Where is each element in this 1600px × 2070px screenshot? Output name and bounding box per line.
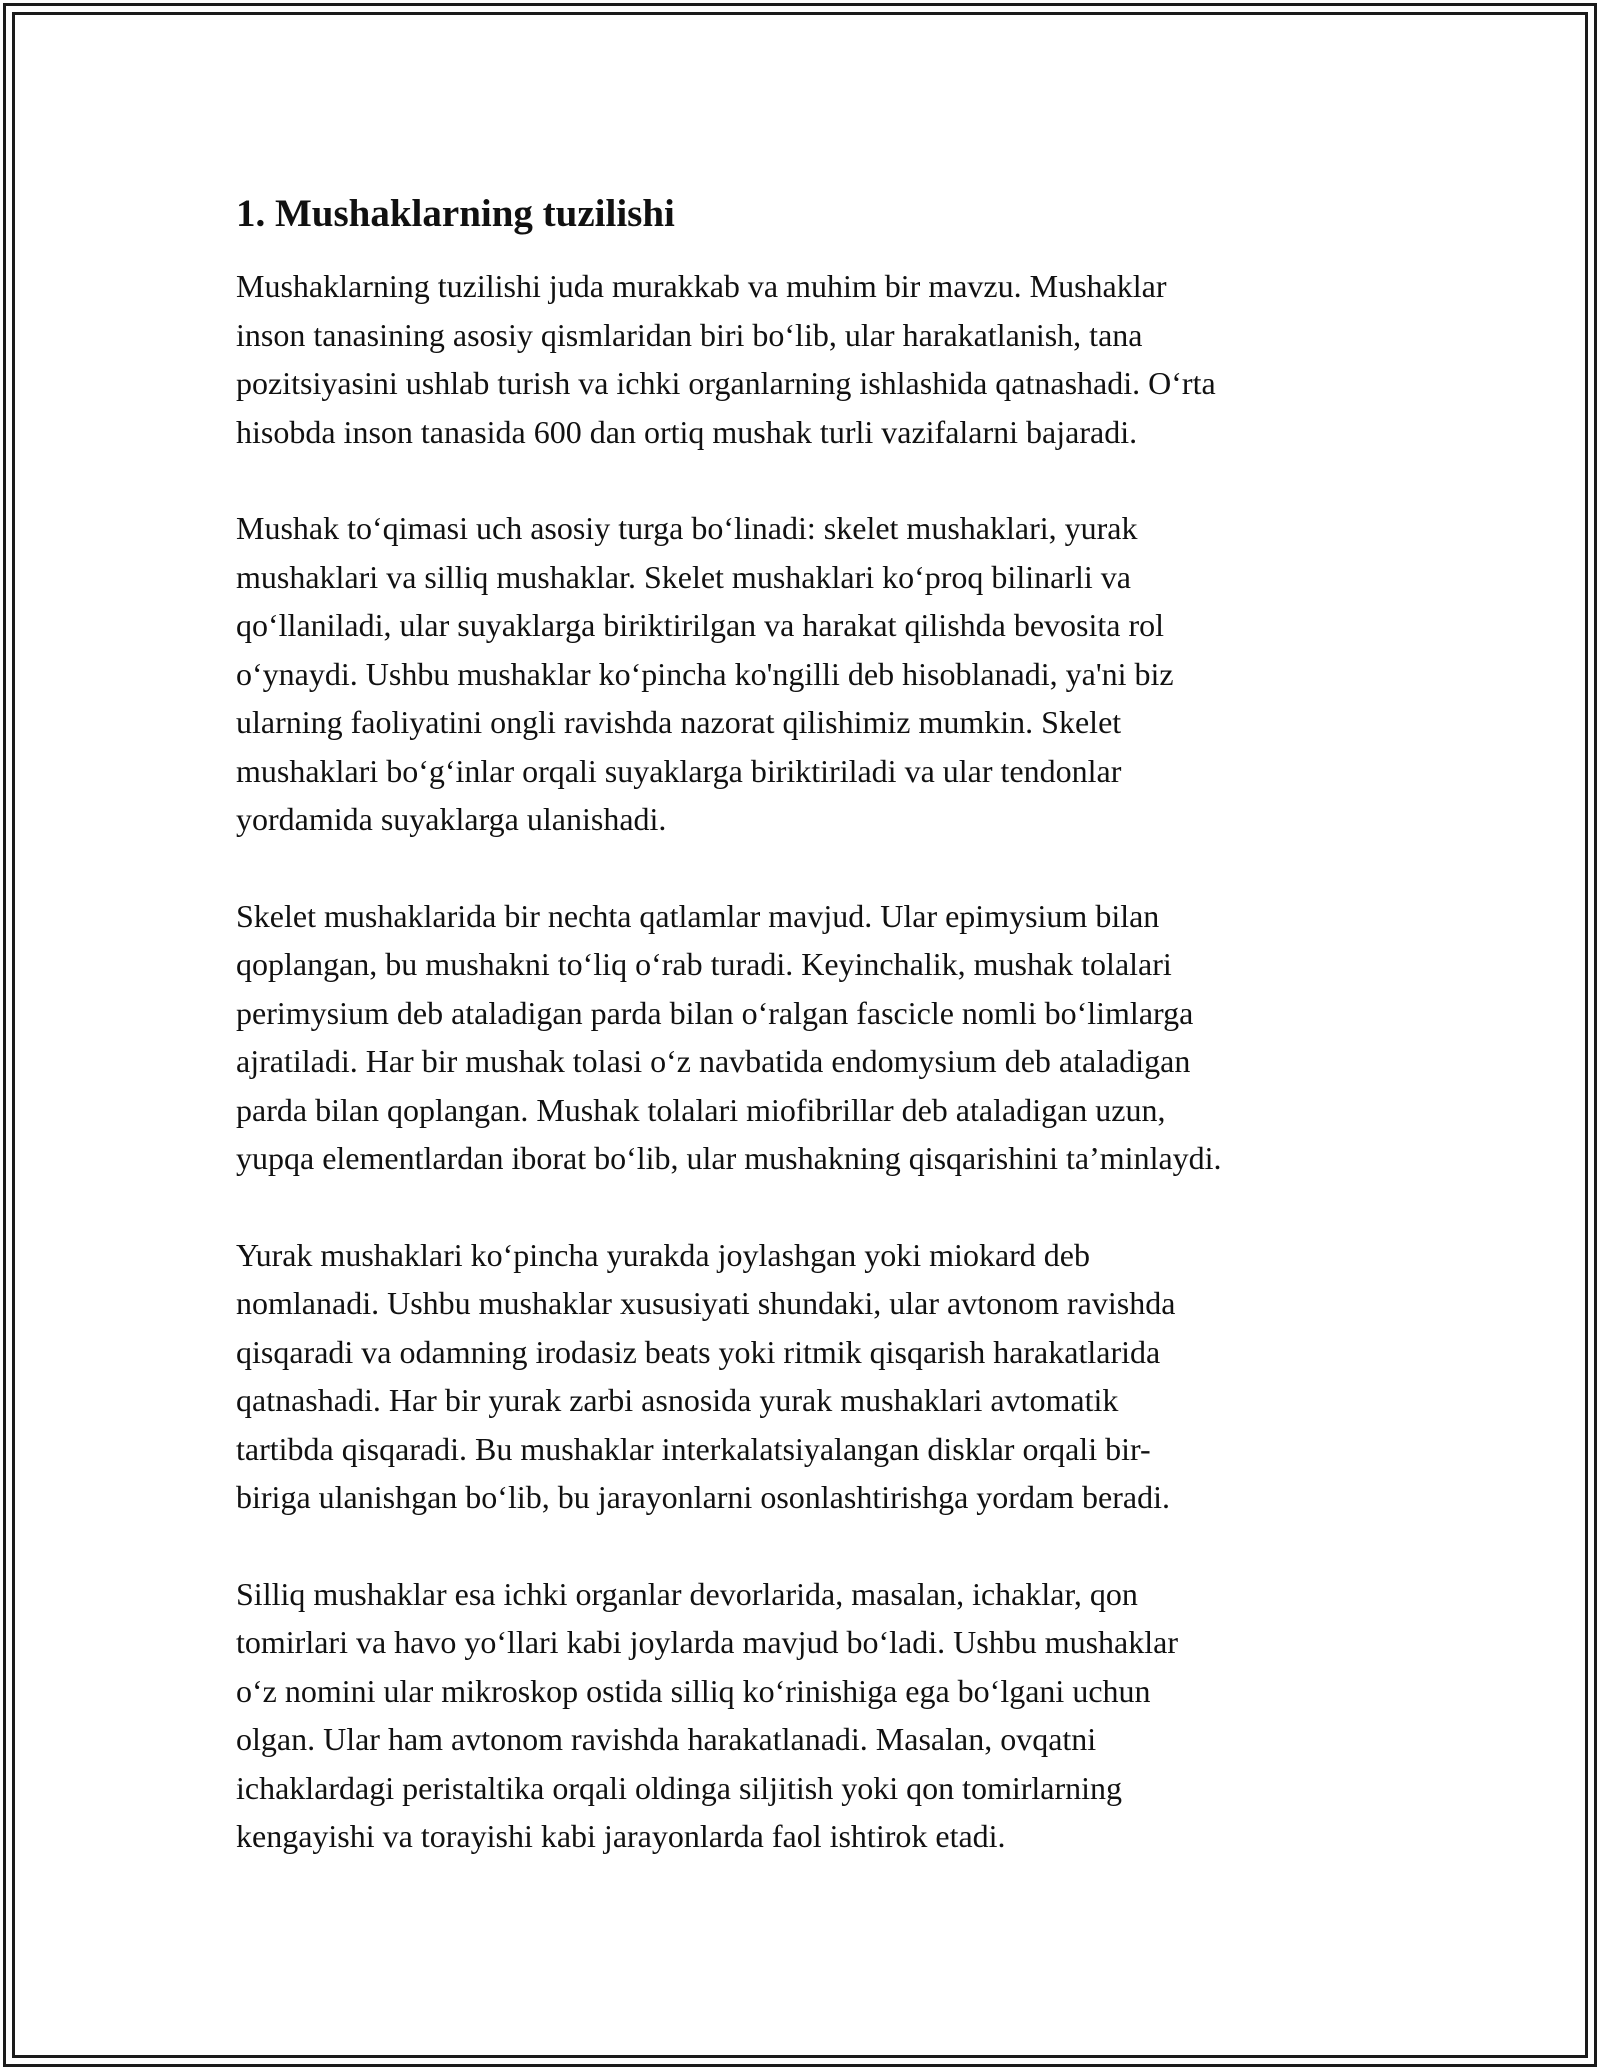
- paragraph-muscle-types: Mushak to‘qimasi uch asosiy turga bo‘linadi: skelet mushaklari, yurak mushaklari va silliq mushaklar. Skelet mushaklari ko‘proq bilinarli va qo‘llaniladi, ular suyaklarga biriktirilgan va harakat qilishda bevosita rol o‘ynaydi. Ushbu mushaklar ko‘pincha ko'ngilli deb hisoblanadi, ya'ni biz ularning faoliyatini ongli ravishda nazorat qilishimiz mumkin. Skelet mushaklari bo‘g‘inlar orqali suyaklarga biriktiriladi va ular tendonlar yordamida suyaklarga ulanishadi.: [236, 510, 1174, 837]
- paragraph-cardiac-muscle: Yurak mushaklari ko‘pincha yurakda joylashgan yoki miokard deb nomlanadi. Ushbu mushaklar xususiyati shundaki, ular avtonom ravishda qisqaradi va odamning irodasiz beats yoki ritmik qisqarish harakatlarida qatnashadi. Har bir yurak zarbi asnosida yurak mushaklari avtomatik tartibda qisqaradi. Bu mushaklar interkalatsiyalangan disklar orqali bir- biriga ulanishgan bo‘lib, bu jarayonlarni osonlashtirishga yordam beradi.: [236, 1236, 1176, 1515]
- document-body: [236, 188, 1376, 1861]
- paragraph-skeletal-layers: Skelet mushaklarida bir nechta qatlamlar mavjud. Ular epimysium bilan qoplangan, bu mushakni to‘liq o‘rab turadi. Keyinchalik, mushak tolalari perimysium deb ataladigan parda bilan o‘ralgan fascicle nomli bo‘limlarga ajratiladi. Har bir mushak tolasi o‘z navbatida endomysium deb ataladigan parda bilan qoplangan. Mushak tolalari miofibrillar deb ataladigan uzun, yupqa elementlardan iborat bo‘lib, ular mushakning qisqarishini ta’minlaydi.: [236, 897, 1222, 1176]
- paragraph-intro: Mushaklarning tuzilishi juda murakkab va muhim bir mavzu. Mushaklar inson tanasining asosiy qismlaridan biri bo‘lib, ular harakatlanish, tana pozitsiyasini ushlab turish va ichki organlarning ishlashida qatnashadi. O‘rta hisobda inson tanasida 600 dan ortiq mushak turli vazifalarni bajaradi.: [236, 268, 1216, 450]
- paragraph-smooth-muscle: Silliq mushaklar esa ichki organlar devorlarida, masalan, ichaklar, qon tomirlari va havo yo‘llari kabi joylarda mavjud bo‘ladi. Ushbu mushaklar o‘z nomini ular mikroskop ostida silliq ko‘rinishiga ega bo‘lgani uchun olgan. Ular ham avtonom ravishda harakatlanadi. Masalan, ovqatni ichaklardagi peristaltika orqali oldinga siljitish yoki qon tomirlarning kengayishi va torayishi kabi jarayonlarda faol ishtirok etadi.: [236, 1575, 1178, 1854]
- section-heading: 1. Mushaklarning tuzilishi: [236, 192, 675, 235]
